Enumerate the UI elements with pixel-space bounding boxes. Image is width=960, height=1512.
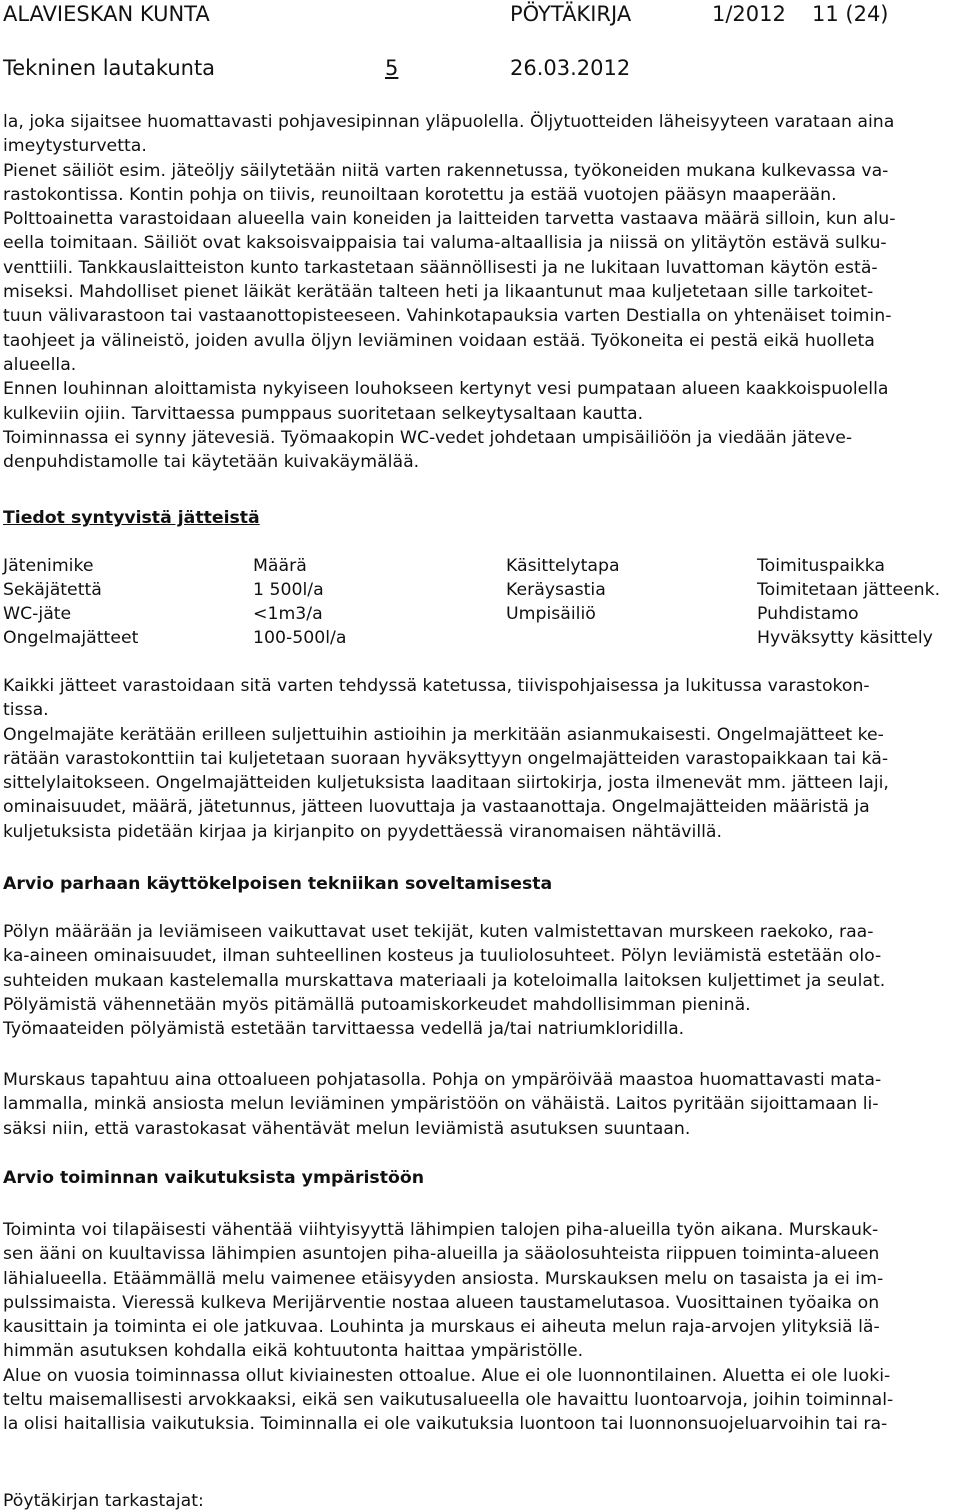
text-line: alueella.: [3, 354, 77, 375]
text-line: Pienet säiliöt esim. jäteöljy säilytetään niitä varten rakennetussa, työkoneiden mukana kulkevassa va-: [3, 160, 889, 181]
table-cell: 100-500l/a: [253, 628, 347, 648]
text-line: säksi niin, että varastokasat vähentävät melun leviämistä asutuksen suuntaan.: [3, 1118, 691, 1139]
minutes-reviewers-label: Pöytäkirjan tarkastajat:: [3, 1491, 204, 1511]
col-header: Jätenimike: [3, 556, 94, 576]
text-line: rastokontissa. Kontin pohja on tiivis, reunoiltaan korotettu ja estää vuotojen pääsyn maaperään.: [3, 184, 837, 205]
text-line: taohjeet ja välineistö, joiden avulla öljyn leviäminen voidaan estää. Työkoneita ei pestä eikä huolleta: [3, 330, 875, 351]
text-line: rätään varastokonttiin tai kuljetetaan suoraan hyväksyttyyn ongelmajätteiden varastopaikkaan tai kä-: [3, 748, 889, 769]
text-line: Murskaus tapahtuu aina ottoalueen pohjatasolla. Pohja on ympäröivää maastoa huomattavasti mata-: [3, 1070, 882, 1090]
text-line: venttiili. Tankkauslaitteiston kunto tarkastetaan säännöllisesti ja ne lukitaan luvattoman käytön estä-: [3, 257, 878, 278]
text-line: lammalla, minkä ansiosta melun leviäminen ympäristöön on vähäistä. Laitos pyritään sijoittamaan li-: [3, 1094, 879, 1115]
text-line: kausittain ja toiminta ei ole jatkuvaa. Louhinta ja murskaus ei aiheuta melun raja-arvojen ylityksiä lä-: [3, 1317, 880, 1338]
text-line: Ennen louhinnan aloittamista nykyiseen louhokseen kertynyt vesi pumpataan alueen kaakkoispuolella: [3, 379, 889, 400]
text-line: la, joka sijaitsee huomattavasti pohjavesipinnan yläpuolella. Öljytuotteiden läheisyyteen varataan aina: [3, 112, 895, 132]
table-cell: Puhdistamo: [757, 604, 859, 624]
section-number: 5: [385, 56, 399, 80]
table-cell: <1m3/a: [253, 604, 323, 624]
table-cell: Keräysastia: [506, 580, 606, 600]
paragraph-waste-handling: [3, 674, 955, 844]
page-number: 11 (24): [812, 2, 889, 26]
text-line: Pölyn määrään ja leviämiseen vaikuttavat uset tekijät, kuten valmistettavan murskeen raekoko, raa-: [3, 922, 874, 942]
table-cell: WC-jäte: [3, 604, 72, 624]
text-line: pulssimaista. Vieressä kulkeva Merijärventie nostaa alueen taustamelutasoa. Vuosittainen työaika on: [3, 1292, 880, 1313]
col-header: Toimituspaikka: [757, 556, 886, 576]
text-line: Toiminta voi tilapäisesti vähentää viihtyisyyttä lähimpien talojen piha-alueilla työn aikana. Murskauk-: [3, 1220, 879, 1240]
text-line: ka-aineen ominaisuudet, ilman suhteellinen kosteus ja tuuliolosuhteet. Pölyn leviämistä estetään olo-: [3, 946, 882, 967]
text-line: sittelylaitokseen. Ongelmajätteiden kuljetuksista laaditaan siirtokirja, josta ilmenevät mm. jätteen laji,: [3, 773, 889, 794]
paragraph-impact: [3, 1218, 955, 1437]
table-cell: Umpisäiliö: [506, 604, 596, 624]
text-line: ominaisuudet, määrä, jätetunnus, jätteen luovuttaja ja vastaanottaja. Ongelmajätteiden määristä ja: [3, 797, 870, 818]
text-line: miseksi. Mahdolliset pienet läikät kerätään talteen heti ja likaantunut maa kuljetetaan sille tarkoitet-: [3, 282, 874, 303]
heading-waste: Tiedot syntyvistä jätteistä: [3, 508, 260, 528]
text-line: himmän asutuksen kohdalla eikä kohtuutonta haittaa ympäristölle.: [3, 1341, 584, 1362]
doc-type: PÖYTÄKIRJA: [510, 2, 632, 26]
waste-table-header: [3, 554, 955, 578]
table-row: [3, 602, 955, 626]
text-line: lähialueella. Etäämmällä melu vaimenee etäisyyden ansiosta. Murskauksen melu on tasaista ja ei im-: [3, 1268, 884, 1289]
table-cell: Hyväksytty käsittely: [757, 628, 933, 648]
text-line: suhteiden mukaan kastelemalla murskattava materiaali ja koteloimalla laitoksen kuljettimet ja seulat.: [3, 970, 886, 991]
text-line: teltu maisemallisesti arvokkaaksi, eikä sen vaikutusalueella ole havaittu luontoarvoja, joihin toiminnal-: [3, 1390, 894, 1411]
table-cell: Sekäjätettä: [3, 580, 102, 600]
doc-number: 1/2012: [712, 2, 786, 26]
text-line: Kaikki jätteet varastoidaan sitä varten tehdyssä katetussa, tiivispohjaisessa ja lukitussa varastokon-: [3, 676, 870, 696]
table-cell: Ongelmajätteet: [3, 628, 139, 648]
heading-best-technology: Arvio parhaan käyttökelpoisen tekniikan soveltamisesta: [3, 874, 553, 894]
text-line: eella toimitaan. Säiliöt ovat kaksoisvaippaisia tai valuma-altaallisia ja niissä on ylitäytön estävä sulku-: [3, 233, 887, 254]
meeting-date: 26.03.2012: [510, 56, 631, 80]
text-line: Ongelmajäte kerätään erilleen suljettuihin astioihin ja merkitään asianmukaisesti. Ongelmajätteet ke-: [3, 724, 884, 745]
text-line: Alue on vuosia toiminnassa ollut kiviainesten ottoalue. Alue ei ole luonnontilainen. Aluetta ei ole luoki-: [3, 1365, 891, 1386]
text-line: la olisi haitallisia vaikutuksia. Toiminnalla ei ole vaikutuksia luontoon tai luonnonsuojeluarvoihin tai ra-: [3, 1414, 888, 1435]
committee-name: Tekninen lautakunta: [3, 56, 216, 80]
text-line: imeytysturvetta.: [3, 136, 147, 157]
text-line: Pölyämistä vähennetään myös pitämällä putoamiskorkeudet mahdollisimman pieninä.: [3, 994, 751, 1015]
text-line: sen ääni on kuultavissa lähimpien asuntojen piha-alueilla ja sääolosuhteista riippuen toiminta-alueen: [3, 1244, 880, 1265]
table-row: [3, 626, 955, 650]
paragraph-storage: [3, 110, 955, 474]
table-row: [3, 578, 955, 602]
text-line: Toiminnassa ei synny jätevesiä. Työmaakopin WC-vedet johdetaan umpisäiliöön ja viedään jäteve-: [3, 427, 853, 448]
paragraph-dust: [3, 920, 955, 1041]
text-line: kulkeviin ojiin. Tarvittaessa pumppaus suoritetaan selkeytysaltaan kautta.: [3, 403, 644, 424]
org-name: ALAVIESKAN KUNTA: [3, 2, 210, 26]
text-line: tissa.: [3, 700, 49, 721]
text-line: tuun välivarastoon tai vastaanottopisteeseen. Vahinkotapauksia varten Destialla on yhtenäiset toimin-: [3, 306, 892, 327]
paragraph-noise: [3, 1068, 955, 1141]
text-line: denpuhdistamolle tai käytetään kuivakäymälää.: [3, 452, 420, 473]
heading-environmental-impact: Arvio toiminnan vaikutuksista ympäristöön: [3, 1168, 425, 1188]
table-cell: Toimitetaan jätteenk.: [757, 580, 941, 600]
text-line: kuljetuksista pidetään kirjaa ja kirjanpito on pyydettäessä viranomaisen nähtävillä.: [3, 821, 723, 842]
text-line: Polttoainetta varastoidaan alueella vain koneiden ja laitteiden tarvetta vastaava määrä silloin, kun alu-: [3, 209, 896, 230]
text-line: Työmaateiden pölyämistä estetään tarvittaessa vedellä ja/tai natriumkloridilla.: [3, 1019, 685, 1040]
col-header: Käsittelytapa: [506, 556, 620, 576]
table-cell: 1 500l/a: [253, 580, 324, 600]
col-header: Määrä: [253, 556, 307, 576]
